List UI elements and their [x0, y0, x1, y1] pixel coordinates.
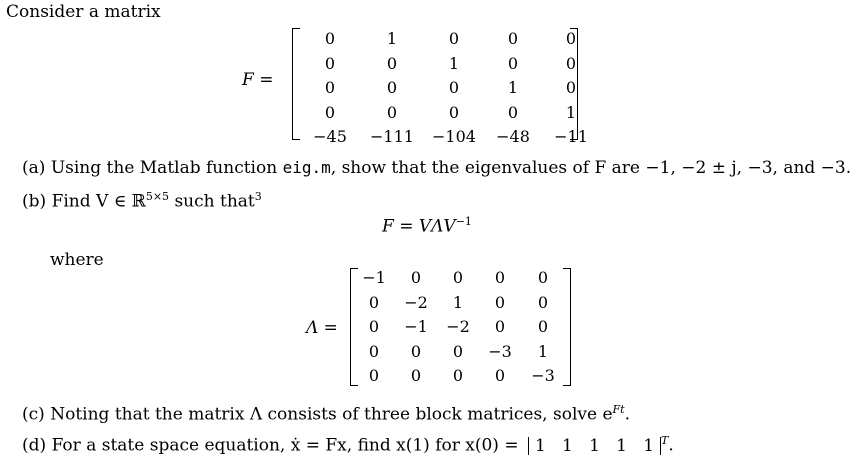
matrix-cell: 0	[565, 53, 577, 73]
matrix-cell: 0	[386, 53, 398, 73]
matrix-cell: 0	[324, 29, 336, 48]
matrix-cell: 0	[494, 366, 506, 386]
matrix-cell: 0	[452, 268, 464, 287]
part-a-text-after: , show that the eigenvalues of F are −1, −2 ± j, −3, and −3.	[330, 158, 851, 178]
matrix-cell: 0	[324, 53, 336, 73]
part-d-vector	[528, 437, 661, 455]
matrix-cell: −2	[404, 292, 428, 312]
part-a	[22, 158, 851, 178]
matrix-cell: −45	[313, 127, 347, 147]
part-b-superscript: 5×5	[145, 190, 170, 203]
matrix-cell: −3	[531, 366, 555, 386]
part-b-text: Find V ∈ ℝ	[51, 191, 146, 212]
part-c-text: Noting that the matrix Λ consists of three block matrices, solve e	[50, 404, 613, 425]
matrix-cell: 1	[507, 78, 519, 98]
part-d	[22, 434, 674, 456]
matrix-cell: 0	[324, 78, 336, 98]
matrix-cell: 0	[448, 29, 460, 48]
matrix-cell: 0	[537, 292, 549, 312]
part-b-equation	[382, 215, 472, 237]
matrix-cell: 1	[452, 292, 464, 312]
part-b	[22, 190, 262, 212]
matrix-cell: 0	[537, 268, 549, 287]
matrix-cell: 0	[452, 366, 464, 386]
matrix-cell: 0	[507, 29, 519, 48]
matrix-cell: 0	[494, 317, 506, 337]
matrix-cell: 0	[368, 341, 380, 361]
matrix-lambda	[354, 266, 564, 389]
part-b-label: (b)	[22, 191, 47, 212]
part-c-end: .	[624, 404, 630, 425]
where-text: where	[50, 250, 104, 270]
matrix-cell: −48	[496, 127, 530, 147]
part-d-text: For a state space equation, ẋ = Fx, find x(1) for x(0) =	[51, 435, 519, 456]
vector-element: 1	[616, 435, 627, 456]
part-d-end: .	[668, 435, 674, 456]
matrix-cell: 0	[368, 317, 380, 337]
part-a-text-before: Using the Matlab function	[50, 158, 278, 178]
matrix-cell: 1	[386, 29, 398, 48]
matrix-f-right-bracket	[570, 28, 578, 140]
vector-element: 1	[589, 435, 600, 456]
matrix-cell: 0	[565, 78, 577, 98]
part-d-sup: T	[661, 434, 669, 447]
matrix-cell: 0	[410, 341, 422, 361]
part-b-equation-sup: −1	[455, 215, 472, 228]
matrix-cell: −3	[488, 341, 512, 361]
part-a-label: (a)	[22, 158, 46, 178]
matrix-lambda-label: Λ =	[306, 318, 338, 338]
part-a-function: eig.m	[282, 158, 331, 177]
part-b-text-after: such that	[169, 191, 255, 212]
vector-element: 1	[562, 435, 573, 456]
matrix-cell: 0	[410, 268, 422, 287]
matrix-f-label: F =	[242, 70, 274, 90]
intro-text: Consider a matrix	[6, 2, 161, 22]
matrix-f-left-bracket	[292, 28, 300, 140]
matrix-cell: 0	[386, 78, 398, 98]
matrix-cell: 1	[565, 102, 577, 122]
matrix-cell: 0	[368, 292, 380, 312]
matrix-cell: −1	[362, 268, 386, 287]
vector-element: 1	[643, 435, 655, 456]
matrix-cell: 0	[537, 317, 549, 337]
matrix-f	[300, 27, 600, 150]
part-d-label: (d)	[22, 435, 47, 456]
matrix-cell: 0	[448, 78, 460, 98]
matrix-cell: 0	[452, 341, 464, 361]
matrix-cell: 1	[448, 53, 460, 73]
matrix-cell: −1	[404, 317, 428, 337]
part-b-footnote: 3	[254, 190, 262, 203]
matrix-cell: 0	[494, 292, 506, 312]
matrix-cell: 0	[448, 102, 460, 122]
matrix-cell: 0	[410, 366, 422, 386]
matrix-cell: −111	[370, 127, 414, 147]
part-b-equation-body: F = VΛV	[382, 216, 456, 237]
matrix-cell: 0	[494, 268, 506, 287]
part-c-label: (c)	[22, 404, 45, 425]
matrix-cell: 0	[507, 102, 519, 122]
matrix-cell: 0	[368, 366, 380, 386]
vector-element: 1	[535, 435, 546, 456]
matrix-cell: 0	[324, 102, 336, 122]
matrix-cell: 0	[507, 53, 519, 73]
part-c-sup: Ft	[612, 403, 625, 416]
matrix-lambda-right-bracket	[563, 268, 571, 386]
matrix-cell: −104	[432, 127, 476, 147]
matrix-cell: 1	[537, 341, 549, 361]
matrix-cell: −11	[554, 127, 588, 147]
matrix-cell: 0	[565, 29, 577, 48]
matrix-cell: 0	[386, 102, 398, 122]
part-c	[22, 403, 630, 425]
matrix-cell: −2	[446, 317, 470, 337]
